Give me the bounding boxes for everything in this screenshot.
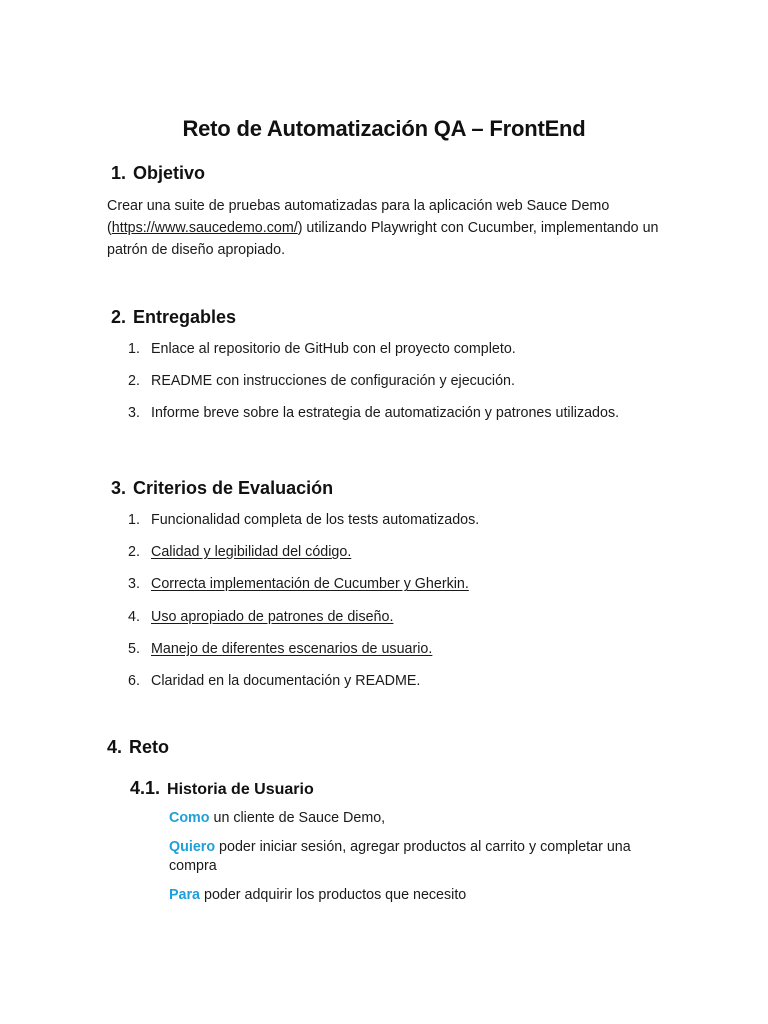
section-title: Objetivo bbox=[133, 163, 206, 183]
item-text: Claridad en la documentación y README. bbox=[151, 672, 421, 689]
subsection-heading-historia bbox=[130, 778, 314, 799]
story-line-quiero bbox=[169, 838, 659, 876]
section-heading-reto bbox=[107, 737, 169, 758]
list-item bbox=[128, 403, 619, 435]
list-item bbox=[128, 339, 619, 371]
item-number: 4. bbox=[128, 608, 140, 625]
list-item bbox=[128, 639, 479, 671]
section-heading-criterios bbox=[111, 478, 333, 499]
item-number: 1. bbox=[128, 512, 140, 528]
list-item bbox=[128, 607, 479, 639]
story-line-para bbox=[169, 886, 659, 905]
item-number: 2. bbox=[128, 373, 140, 390]
keyword-para: Para bbox=[169, 887, 201, 903]
item-number: 3. bbox=[128, 576, 140, 593]
section-title: Reto bbox=[129, 737, 170, 757]
item-text: Calidad y legibilidad del código. bbox=[151, 544, 352, 561]
entregables-list bbox=[128, 339, 619, 436]
list-item bbox=[128, 542, 479, 574]
saucedemo-link[interactable]: https://www.saucedemo.com/ bbox=[111, 220, 298, 236]
story-text: poder adquirir los productos que necesito bbox=[200, 887, 467, 903]
section-number: 3. bbox=[111, 478, 127, 498]
story-line-como bbox=[169, 809, 659, 828]
list-item bbox=[128, 510, 479, 542]
section-number: 1. bbox=[111, 163, 127, 183]
section-title: Criterios de Evaluación bbox=[133, 478, 334, 498]
section-number: 4. bbox=[107, 737, 123, 757]
item-number: 6. bbox=[128, 672, 140, 689]
list-item bbox=[128, 574, 479, 606]
list-item bbox=[128, 671, 479, 703]
item-text: Manejo de diferentes escenarios de usuario. bbox=[151, 640, 433, 657]
objetivo-paragraph bbox=[107, 195, 667, 261]
section-number: 2. bbox=[111, 307, 127, 327]
keyword-como: Como bbox=[169, 810, 210, 826]
item-number: 3. bbox=[128, 405, 140, 422]
item-text: Enlace al repositorio de GitHub con el proyecto completo. bbox=[151, 341, 516, 357]
item-text: Informe breve sobre la estrategia de automatización y patrones utilizados. bbox=[151, 405, 620, 422]
section-heading-entregables bbox=[111, 307, 236, 328]
subsection-title: Historia de Usuario bbox=[167, 781, 314, 798]
subsection-number: 4.1. bbox=[130, 778, 161, 798]
item-text: README con instrucciones de configuración y ejecución. bbox=[151, 373, 515, 390]
item-number: 5. bbox=[128, 640, 140, 657]
item-number: 1. bbox=[128, 341, 140, 357]
list-item bbox=[128, 371, 619, 403]
section-title: Entregables bbox=[133, 307, 237, 327]
story-text: un cliente de Sauce Demo, bbox=[209, 810, 386, 826]
item-text: Uso apropiado de patrones de diseño. bbox=[151, 608, 394, 625]
item-text: Correcta implementación de Cucumber y Gherkin. bbox=[151, 576, 469, 593]
document-title: Reto de Automatización QA – FrontEnd bbox=[182, 116, 586, 141]
criterios-list bbox=[128, 510, 479, 703]
item-number: 2. bbox=[128, 544, 140, 561]
story-text: poder iniciar sesión, agregar productos al carrito y completar una compra bbox=[169, 839, 631, 874]
objetivo-text: Crear una suite de pruebas automatizadas para la aplicación web Sauce Demo ( bbox=[107, 198, 610, 236]
item-text: Funcionalidad completa de los tests automatizados. bbox=[151, 512, 480, 528]
section-heading-objetivo bbox=[111, 163, 205, 184]
keyword-quiero: Quiero bbox=[169, 839, 216, 855]
objetivo-text-end: ) utilizando Playwright con Cucumber, implementando un patrón de diseño apropiado. bbox=[107, 220, 659, 258]
